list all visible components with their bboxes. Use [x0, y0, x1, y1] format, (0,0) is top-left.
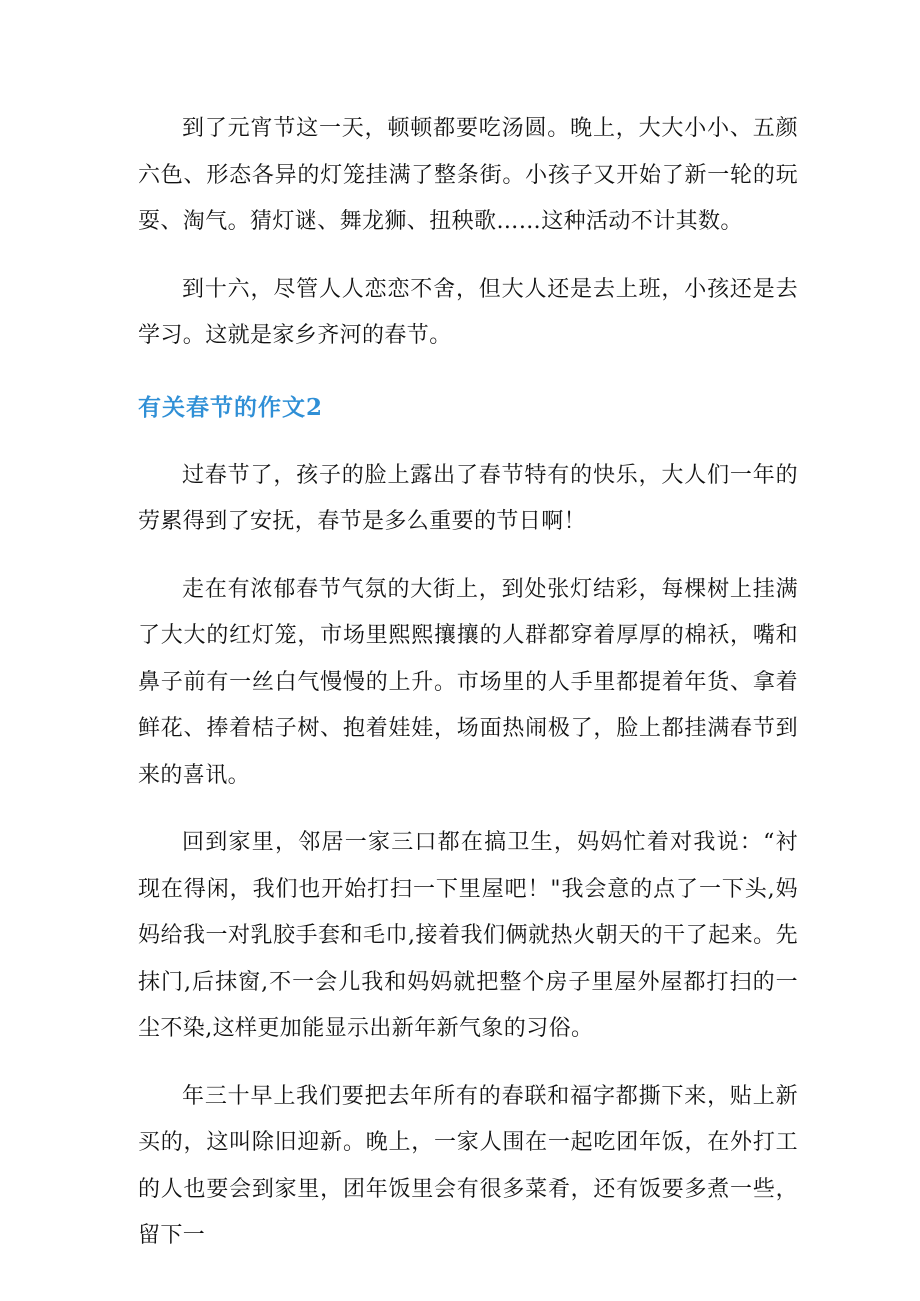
paragraph-new-year-eve: 年三十早上我们要把去年所有的春联和福字都撕下来，贴上新买的，这叫除旧迎新。晚上，一家人围在一起吃团年饭，在外打工的人也要会到家里，团年饭里会有很多菜肴，还有饭要多煮一些，留下一	[138, 1083, 798, 1248]
paragraph-gap	[138, 799, 798, 820]
heading-gap	[138, 428, 798, 453]
paragraph-lantern-festival: 到了元宵节这一天，顿顿都要吃汤圆。晚上，大大小小、五颜六色、形态各异的灯笼挂满了整条街。小孩子又开始了新一轮的玩耍、淘气。猜灯谜、舞龙狮、扭秧歌……这种活动不计其数。	[138, 116, 798, 234]
paragraph-gap	[138, 246, 798, 267]
paragraph-street-scene: 走在有浓郁春节气氛的大街上，到处张灯结彩，每棵树上挂满了大大的红灯笼，市场里熙熙攘攘的人群都穿着厚厚的棉袄，嘴和鼻子前有一丝白气慢慢的上升。市场里的人手里都提着年货、拿着鲜花、捧着桔子树、抱着娃娃，场面热闹极了，脸上都挂满春节到来的喜讯。	[138, 576, 798, 788]
paragraph-house-cleaning: 回到家里，邻居一家三口都在搞卫生，妈妈忙着对我说：“衬现在得闲，我们也开始打扫一下里屋吧！"我会意的点了一下头,妈妈给我一对乳胶手套和毛巾,接着我们俩就热火朝天的干了起来。先抹门,后抹窗,不一会儿我和妈妈就把整个房子里屋外屋都打扫的一尘不染,这样更加能显示出新年新气象的习俗。	[138, 830, 798, 1041]
document-body	[138, 106, 798, 1260]
section-heading: 有关春节的作文2	[138, 393, 324, 421]
paragraph-gap	[138, 1053, 798, 1074]
heading-gap	[138, 360, 798, 388]
paragraph-sixteenth-day: 到十六，尽管人人恋恋不舍，但大人还是去上班，小孩还是去学习。这就是家乡齐河的春节。	[138, 276, 798, 348]
paragraph-spring-festival-joy: 过春节了，孩子的脸上露出了春节特有的快乐，大人们一年的劳累得到了安抚，春节是多么重要的节日啊！	[138, 462, 798, 534]
paragraph-gap	[138, 546, 798, 567]
